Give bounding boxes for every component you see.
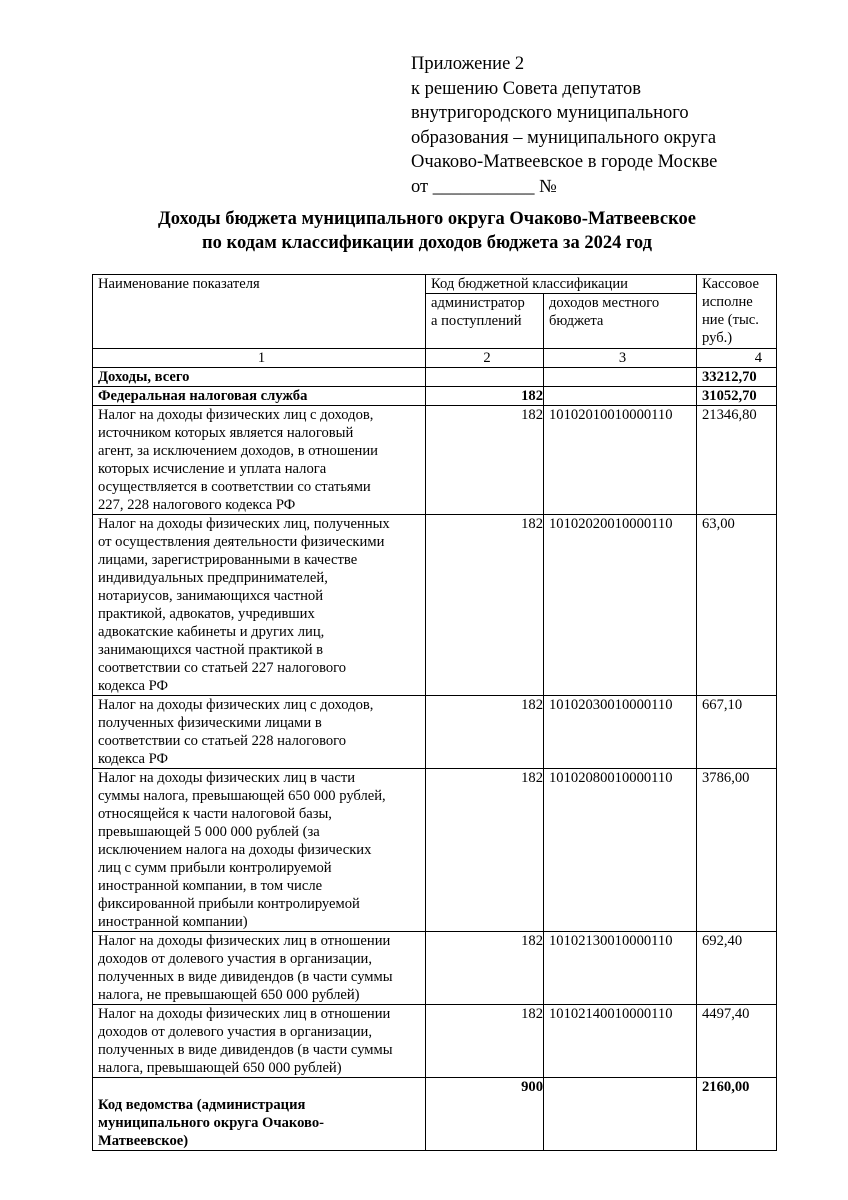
row-cash-value: 3786,00	[697, 769, 777, 932]
row-income-code: 10102080010000110	[544, 769, 697, 932]
row-income-code	[544, 368, 697, 387]
row-income-code	[544, 1078, 697, 1151]
row-name: Федеральная налоговая служба	[93, 387, 426, 406]
row-administrator-code: 182	[426, 932, 544, 1005]
row-cash-value: 667,10	[697, 696, 777, 769]
row-income-code: 10102130010000110	[544, 932, 697, 1005]
table-row	[93, 368, 777, 387]
table-row	[93, 696, 777, 769]
header-administrator: администратор а поступлений	[426, 294, 544, 349]
row-cash-value: 4497,40	[697, 1005, 777, 1078]
row-administrator-code	[426, 368, 544, 387]
table-row	[93, 769, 777, 932]
header-code-group: Код бюджетной классификации	[426, 275, 697, 294]
row-administrator-code: 182	[426, 515, 544, 696]
row-administrator-code: 182	[426, 769, 544, 932]
document-title	[90, 207, 764, 255]
header-cash: Кассовое исполне ние (тыс. руб.)	[697, 275, 777, 349]
row-cash-value: 33212,70	[697, 368, 777, 387]
row-income-code: 10102020010000110	[544, 515, 697, 696]
annex-line: внутригородского муниципального	[411, 103, 689, 123]
annex-line: от ___________ №	[411, 176, 557, 197]
row-name: Код ведомства (администрация муниципального округа Очаково- Матвеевское)	[93, 1078, 426, 1151]
row-cash-value: 21346,80	[697, 406, 777, 515]
annex-line: к решению Совета депутатов	[411, 78, 641, 99]
title-line-1: Доходы бюджета муниципального округа Очаково-Матвеевское	[158, 209, 696, 229]
table-row	[93, 515, 777, 696]
column-number: 1	[93, 349, 426, 368]
annex-line: Очаково-Матвеевское в городе Москве	[411, 152, 718, 172]
row-cash-value: 63,00	[697, 515, 777, 696]
header-income-code: доходов местного бюджета	[544, 294, 697, 349]
annex-block	[411, 52, 717, 199]
row-name: Налог на доходы физических лиц с доходов, полученных физическими лицами в соответствии со статьей 228 налогового кодекса РФ	[93, 696, 426, 769]
annex-line: образования – муниципального округа	[411, 127, 717, 148]
column-number: 3	[544, 349, 697, 368]
row-income-code	[544, 387, 697, 406]
row-name: Налог на доходы физических лиц, полученных от осуществления деятельности физическими лицами, зарегистрированными в качестве индивидуальных предпринимателей, нотариусов, занимающихся частной практикой, адвокатов, учредивших адвокатские кабинеты и других лиц, занимающихся частной практикой в соответствии со статьей 227 налогового кодекса РФ	[93, 515, 426, 696]
row-cash-value: 31052,70	[697, 387, 777, 406]
row-administrator-code: 900	[426, 1078, 544, 1151]
income-table	[92, 274, 777, 1151]
header-name: Наименование показателя	[93, 275, 426, 349]
column-numbers-row	[93, 349, 777, 368]
row-cash-value: 2160,00	[697, 1078, 777, 1151]
row-administrator-code: 182	[426, 1005, 544, 1078]
row-cash-value: 692,40	[697, 932, 777, 1005]
row-income-code: 10102030010000110	[544, 696, 697, 769]
table-body	[93, 368, 777, 1151]
row-income-code: 10102140010000110	[544, 1005, 697, 1078]
table-row	[93, 387, 777, 406]
row-income-code: 10102010010000110	[544, 406, 697, 515]
column-number: 2	[426, 349, 544, 368]
row-name: Доходы, всего	[93, 368, 426, 387]
row-name: Налог на доходы физических лиц в отношении доходов от долевого участия в организации, полученных в виде дивидендов (в части суммы налога, не превышающей 650 000 рублей)	[93, 932, 426, 1005]
row-administrator-code: 182	[426, 406, 544, 515]
row-name: Налог на доходы физических лиц с доходов, источником которых является налоговый агент, за исключением доходов, в отношении которых исчисление и уплата налога осуществляется в соответствии со статьями 227, 228 налогового кодекса РФ	[93, 406, 426, 515]
title-line-2: по кодам классификации доходов бюджета за 2024 год	[202, 233, 652, 253]
row-name: Налог на доходы физических лиц в части суммы налога, превышающей 650 000 рублей, относящейся к части налоговой базы, превышающей 5 000 000 рублей (за исключением налога на доходы физических лиц с сумм прибыли контролируемой иностранной компании, в том числе фиксированной прибыли контролируемой иностранной компании)	[93, 769, 426, 932]
table-row	[93, 1078, 777, 1151]
row-administrator-code: 182	[426, 387, 544, 406]
annex-line: Приложение 2	[411, 54, 525, 74]
row-administrator-code: 182	[426, 696, 544, 769]
table-row	[93, 1005, 777, 1078]
row-name: Налог на доходы физических лиц в отношении доходов от долевого участия в организации, полученных в виде дивидендов (в части суммы налога, превышающей 650 000 рублей)	[93, 1005, 426, 1078]
header-row-1	[93, 275, 777, 294]
table-row	[93, 932, 777, 1005]
column-number: 4	[697, 349, 777, 368]
table-row	[93, 406, 777, 515]
